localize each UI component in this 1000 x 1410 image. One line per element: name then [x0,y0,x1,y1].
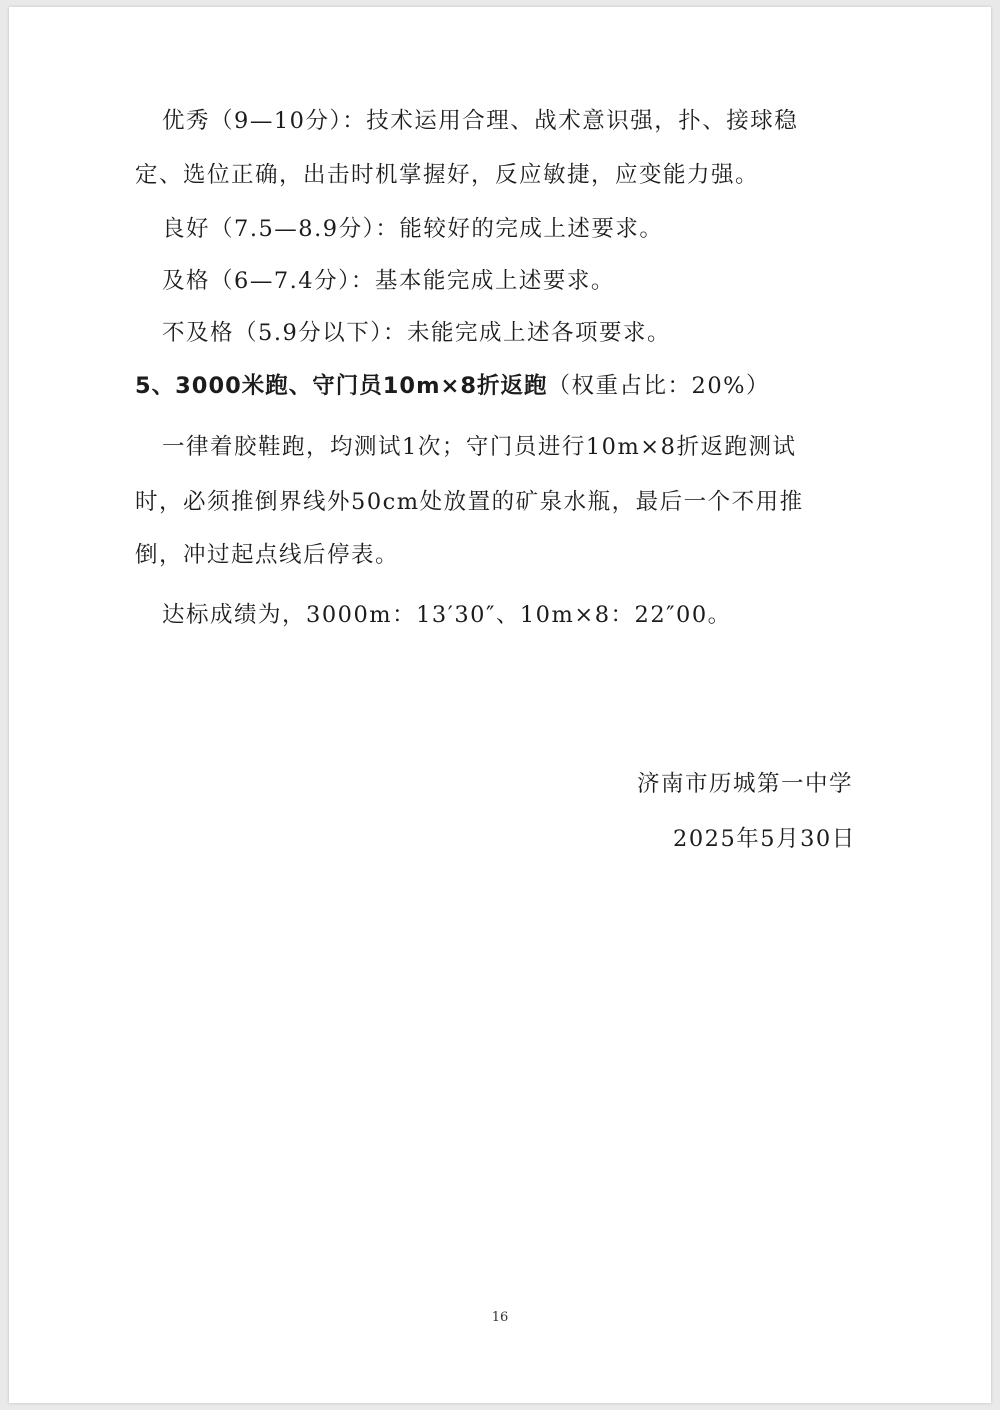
criteria-good: 良好（7.5—8.9分）：能较好的完成上述要求。 [162,216,664,242]
criteria-excellent-line1: 优秀（9—10分）：技术运用合理、战术意识强，扑、接球稳 [162,108,799,134]
section5-paragraph-line1: 一律着胶鞋跑，均测试1次；守门员进行10m×8折返跑测试 [162,434,797,460]
page-number: 16 [491,1310,509,1325]
section5-heading-line [135,368,770,400]
section5-paragraph-line2: 时，必须推倒界线外50cm处放置的矿泉水瓶，最后一个不用推 [135,489,804,515]
criteria-excellent-line2: 定、选位正确，出击时机掌握好，反应敏捷，应变能力强。 [135,162,760,188]
section5-paragraph-line3: 倒，冲过起点线后停表。 [135,542,400,568]
section5-weight: （权重占比：20%） [547,373,771,399]
signature-organization: 济南市历城第一中学 [637,771,854,797]
criteria-fail: 不及格（5.9分以下）：未能完成上述各项要求。 [162,320,672,346]
document-page [9,7,991,1403]
section5-heading: 5、3000米跑、守门员10m×8折返跑 [135,373,548,399]
signature-date: 2025年5月30日 [673,826,856,852]
criteria-pass: 及格（6—7.4分）：基本能完成上述要求。 [162,268,615,294]
section5-standard: 达标成绩为，3000m：13′30″、10m×8：22″00。 [162,602,732,628]
